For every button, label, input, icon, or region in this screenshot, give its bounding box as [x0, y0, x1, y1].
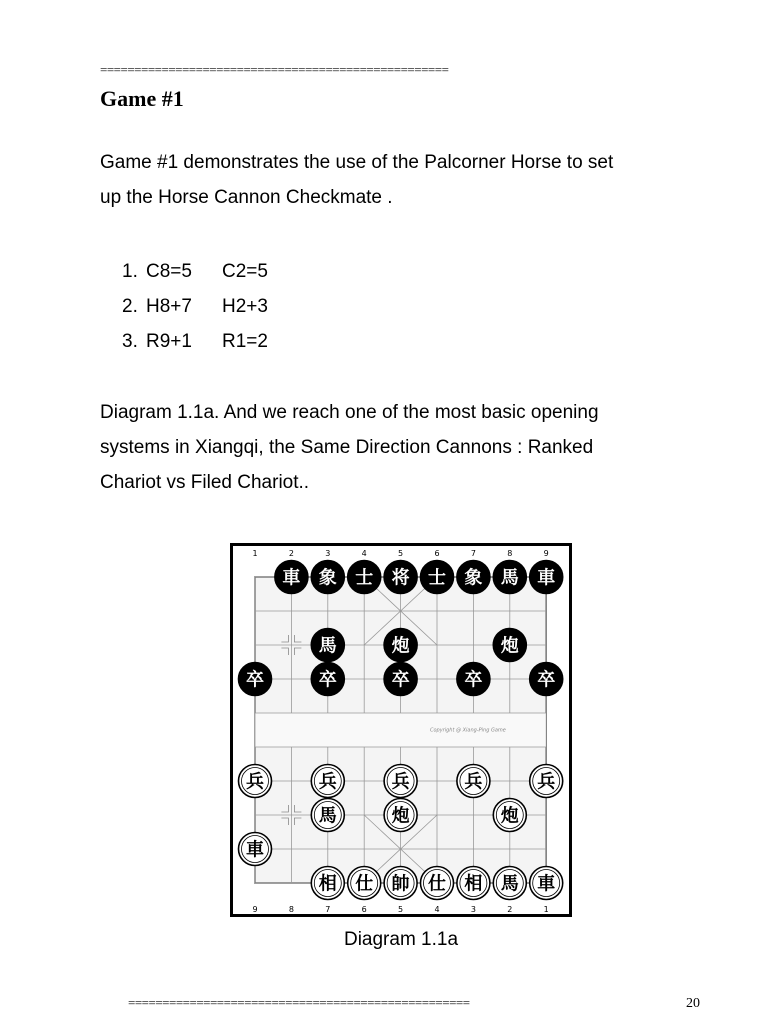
move-red: C8=5 [146, 261, 192, 282]
bottom-file-number: 2 [507, 905, 513, 914]
top-file-number: 1 [252, 549, 258, 558]
piece-label: 相 [464, 873, 483, 895]
top-file-number: 8 [507, 549, 513, 558]
piece-label: 仕 [355, 873, 374, 895]
diagram-caption [0, 929, 768, 951]
top-file-number: 7 [470, 549, 476, 558]
move-red: R9+1 [146, 331, 192, 352]
piece-label: 士 [355, 567, 374, 589]
piece-label: 兵 [391, 771, 410, 793]
piece-label: 相 [318, 873, 337, 895]
piece-label: 卒 [537, 669, 556, 691]
piece-label: 士 [428, 567, 446, 589]
piece-label: 兵 [464, 771, 483, 793]
river-copyright: Copyright @ Xiang-Ping Game [430, 727, 506, 734]
piece-label: 車 [537, 567, 556, 589]
move-number: 3. [122, 331, 138, 352]
piece-label: 将 [391, 567, 410, 589]
top-file-number: 5 [398, 549, 404, 558]
description-line: systems in Xiangqi, the Same Direction Cannons : Ranked [100, 437, 594, 458]
move-black: R1=2 [222, 331, 268, 352]
piece-label: 卒 [464, 669, 483, 691]
piece-label: 車 [537, 873, 556, 895]
piece-label: 炮 [500, 805, 519, 827]
move-row [122, 254, 268, 289]
bottom-file-number: 7 [325, 905, 331, 914]
piece-label: 馬 [500, 567, 519, 589]
intro-line: Game #1 demonstrates the use of the Palcorner Horse to set [100, 152, 614, 173]
intro-line: up the Horse Cannon Checkmate . [100, 187, 393, 208]
move-number: 2. [122, 296, 138, 317]
piece-label: 馬 [318, 805, 337, 827]
description-line: Diagram 1.1a. And we reach one of the most basic opening [100, 402, 599, 423]
piece-label: 車 [282, 567, 301, 589]
piece-label: 車 [246, 839, 264, 861]
top-file-number: 4 [361, 549, 367, 558]
page-number: 20 [686, 996, 700, 1011]
bottom-file-number: 5 [398, 905, 404, 914]
piece-label: 卒 [391, 669, 410, 691]
board-svg [233, 546, 569, 914]
footer-rule: ================================================== [128, 995, 470, 1010]
piece-label: 炮 [391, 805, 410, 827]
piece-label: 炮 [500, 635, 519, 657]
move-red: H8+7 [146, 296, 192, 317]
bottom-file-number: 3 [470, 905, 476, 914]
bottom-file-number: 8 [288, 905, 294, 914]
header-rule: =================================================== [100, 62, 449, 77]
xiangqi-board-diagram [230, 543, 572, 917]
top-file-number: 9 [543, 549, 549, 558]
move-number: 1. [122, 261, 138, 282]
top-file-number: 3 [325, 549, 331, 558]
bottom-file-number: 9 [252, 905, 258, 914]
bottom-file-number: 6 [361, 905, 367, 914]
piece-label: 仕 [428, 873, 446, 895]
piece-label: 卒 [246, 669, 264, 691]
move-row [122, 289, 268, 324]
piece-label: 帥 [391, 873, 410, 895]
move-black: H2+3 [222, 296, 268, 317]
piece-label: 炮 [391, 635, 410, 657]
piece-label: 兵 [246, 771, 264, 793]
piece-label: 馬 [500, 873, 519, 895]
caption-text: Diagram 1.1a [343, 929, 459, 950]
top-file-number: 6 [434, 549, 440, 558]
piece-label: 象 [464, 567, 483, 589]
diagram-description [100, 395, 720, 500]
piece-label: 兵 [318, 771, 337, 793]
page-title: Game #1 [100, 86, 184, 111]
piece-label: 馬 [318, 635, 337, 657]
intro-paragraph [100, 145, 720, 215]
description-line: Chariot vs Filed Chariot.. [100, 472, 310, 493]
bottom-file-number: 4 [434, 905, 440, 914]
piece-label: 兵 [537, 771, 556, 793]
top-file-number: 2 [288, 549, 294, 558]
move-black: C2=5 [222, 261, 268, 282]
piece-label: 卒 [318, 669, 337, 691]
move-row [122, 324, 268, 359]
bottom-file-number: 1 [543, 905, 549, 914]
move-list [122, 254, 268, 359]
piece-label: 象 [318, 567, 337, 589]
